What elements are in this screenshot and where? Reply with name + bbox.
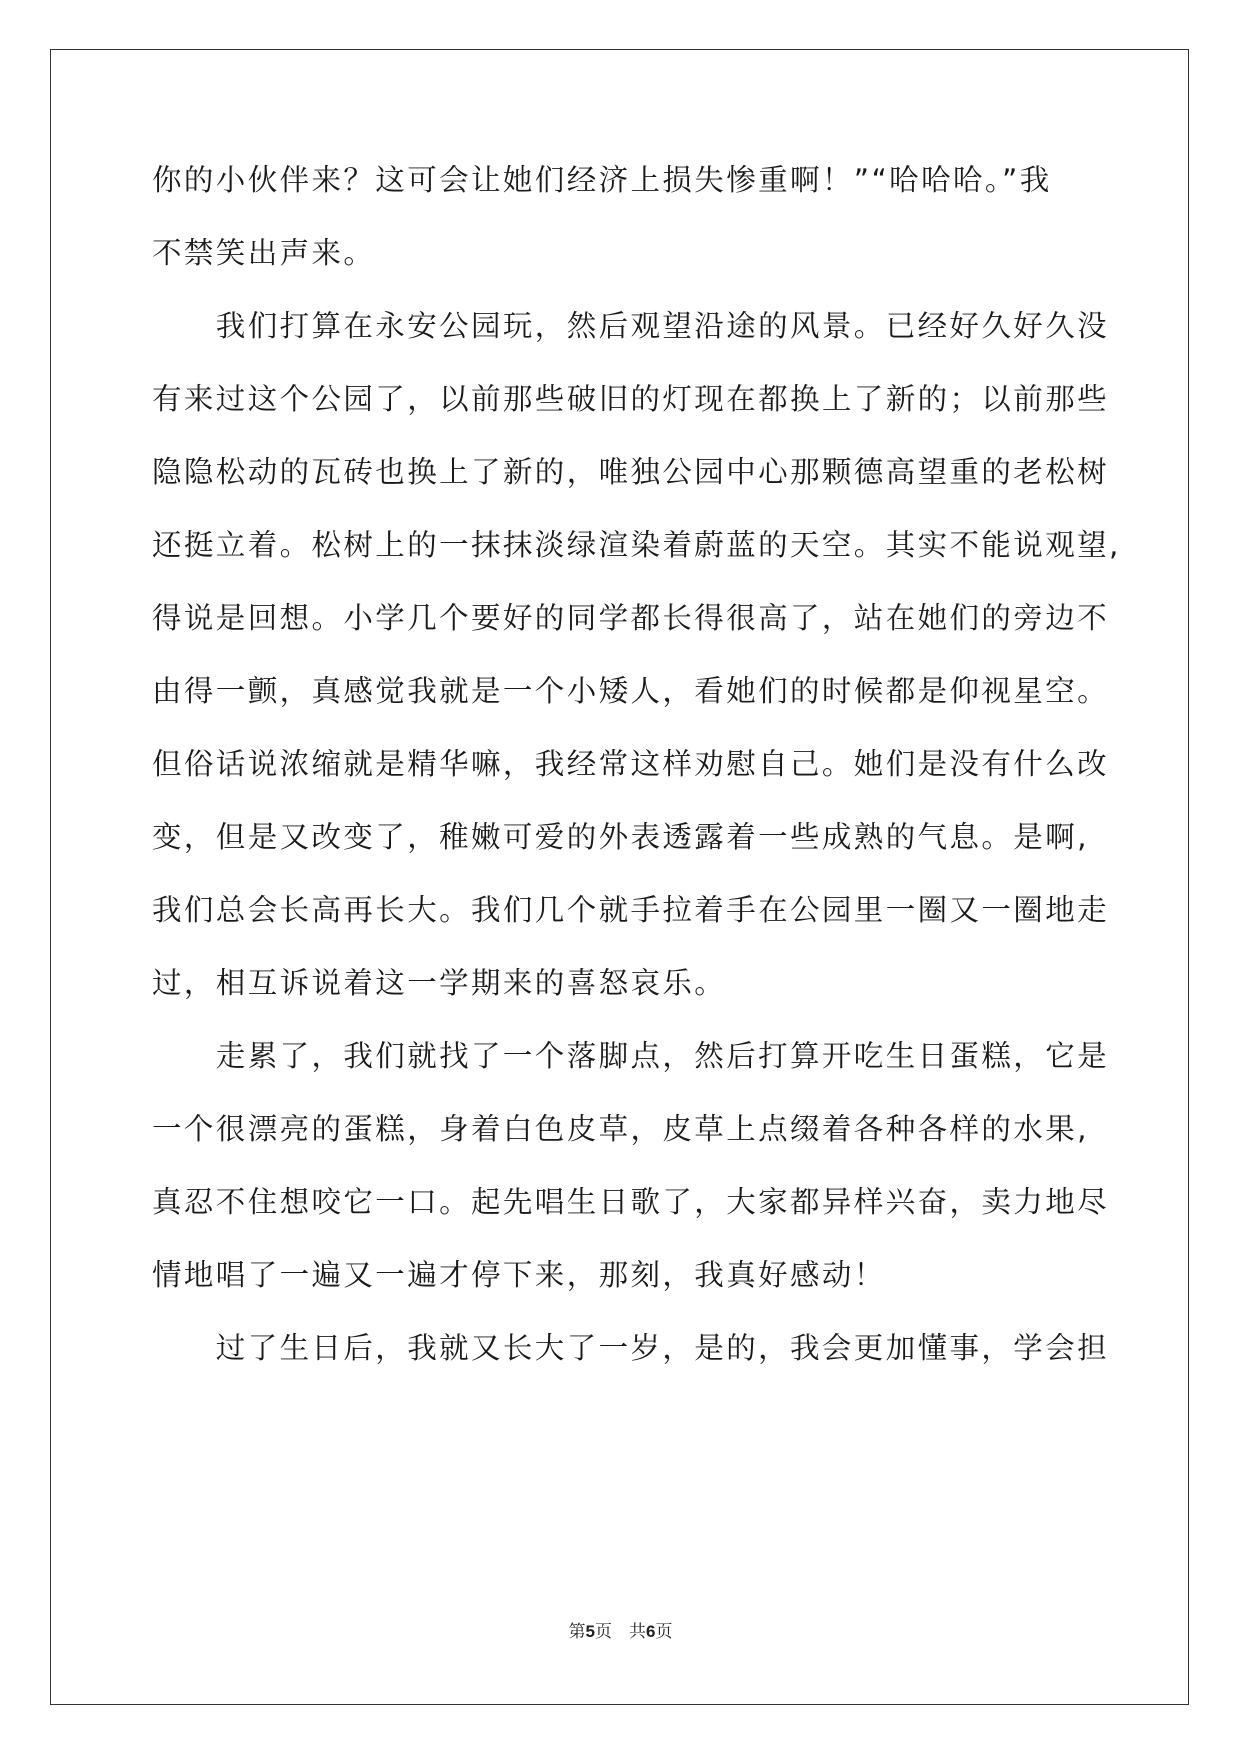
page-suffix: 页 (655, 1622, 673, 1642)
text-line: 隐隐松动的瓦砖也换上了新的，唯独公园中心那颗德高望重的老松树 (152, 455, 1110, 489)
text-line: 变，但是又改变了，稚嫩可爱的外表透露着一些成熟的气息。是啊, (152, 820, 1089, 854)
page-mid: 页 共 (595, 1622, 646, 1642)
text-line: 过，相互诉说着这一学期来的喜怒哀乐。 (152, 966, 727, 1000)
text-line: 有来过这个公园了，以前那些破旧的灯现在都换上了新的；以前那些 (152, 382, 1110, 416)
page-border (50, 49, 1189, 1705)
text-line: 由得一颤，真感觉我就是一个小矮人，看她们的时候都是仰视星空。 (152, 674, 1110, 708)
page-footer (0, 1620, 1241, 1644)
text-line: 一个很漂亮的蛋糕，身着白色皮草，皮草上点缀着各种各样的水果, (152, 1112, 1089, 1146)
text-line: 还挺立着。松树上的一抹抹淡绿渲染着蔚蓝的天空。其实不能说观望, (152, 528, 1121, 562)
page-total-number: 6 (646, 1622, 656, 1641)
text-line: 我们打算在永安公园玩，然后观望沿途的风景。已经好久好久没 (152, 309, 1110, 343)
text-line: 你的小伙伴来？这可会让她们经济上损失惨重啊！”“哈哈哈。”我 (152, 163, 1052, 197)
text-line: 真忍不住想咬它一口。起先唱生日歌了，大家都异样兴奋，卖力地尽 (152, 1185, 1110, 1219)
page-prefix: 第 (568, 1622, 586, 1642)
text-line: 走累了，我们就找了一个落脚点，然后打算开吃生日蛋糕，它是 (152, 1039, 1110, 1073)
text-line: 过了生日后，我就又长大了一岁，是的，我会更加懂事，学会担 (152, 1331, 1110, 1365)
page-current-number: 5 (585, 1622, 595, 1641)
text-line: 不禁笑出声来。 (152, 236, 376, 270)
text-line: 但俗话说浓缩就是精华嘛，我经常这样劝慰自己。她们是没有什么改 (152, 747, 1110, 781)
text-line: 我们总会长高再长大。我们几个就手拉着手在公园里一圈又一圈地走 (152, 893, 1110, 927)
text-line: 得说是回想。小学几个要好的同学都长得很高了，站在她们的旁边不 (152, 601, 1110, 635)
text-line: 情地唱了一遍又一遍才停下来，那刻，我真好感动！ (152, 1258, 886, 1292)
